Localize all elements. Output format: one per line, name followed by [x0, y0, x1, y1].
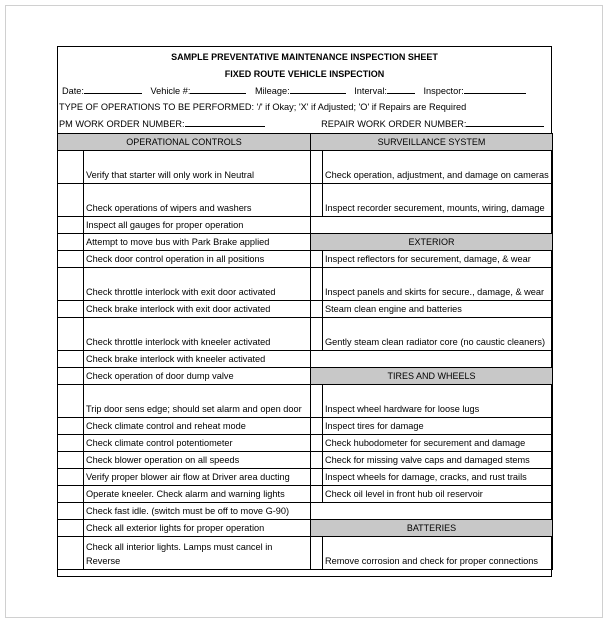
- left-item: Check climate control potentiometer: [84, 435, 311, 452]
- table-row: [58, 486, 553, 503]
- left-item: Verify that starter will only work in Neutral: [84, 151, 311, 184]
- right-item: Steam clean engine and batteries: [323, 301, 553, 318]
- check-box[interactable]: [311, 151, 323, 184]
- table-row: [58, 520, 553, 537]
- exterior-header: EXTERIOR: [311, 234, 553, 251]
- table-row: [58, 318, 553, 351]
- check-box[interactable]: [58, 368, 84, 385]
- left-item: Attempt to move bus with Park Brake applied: [84, 234, 311, 251]
- pm-work-order-field[interactable]: [185, 116, 265, 127]
- table-row: [58, 537, 553, 570]
- tires-and-wheels-header: TIRES AND WHEELS: [311, 368, 553, 385]
- interval-label: Interval:: [354, 86, 387, 96]
- check-box[interactable]: [58, 435, 84, 452]
- inspector-field[interactable]: [464, 83, 526, 94]
- table-row: [58, 351, 553, 368]
- empty-cell: [311, 503, 553, 520]
- left-item: Check door control operation in all positions: [84, 251, 311, 268]
- table-row: [58, 418, 553, 435]
- left-item: Check blower operation on all speeds: [84, 452, 311, 469]
- check-box[interactable]: [58, 151, 84, 184]
- sheet-subtitle: FIXED ROUTE VEHICLE INSPECTION: [224, 69, 385, 79]
- right-item: Inspect wheel hardware for loose lugs: [323, 385, 553, 418]
- check-box[interactable]: [58, 537, 84, 570]
- table-row: [58, 452, 553, 469]
- right-item: Inspect recorder securement, mounts, wiring, damage: [323, 184, 553, 217]
- repair-work-order-field[interactable]: [466, 116, 544, 127]
- check-box[interactable]: [58, 469, 84, 486]
- check-box[interactable]: [58, 503, 84, 520]
- operations-legend: TYPE OF OPERATIONS TO BE PERFORMED: '/' if Okay; 'X' if Adjusted; 'O' if Repairs are Required: [59, 102, 467, 112]
- left-item: Check operation of door dump valve: [84, 368, 311, 385]
- right-item: Inspect panels and skirts for secure., damage, & wear: [323, 268, 553, 301]
- check-box[interactable]: [311, 301, 323, 318]
- check-box[interactable]: [311, 418, 323, 435]
- check-box[interactable]: [58, 351, 84, 368]
- operational-controls-header: OPERATIONAL CONTROLS: [58, 134, 311, 151]
- repair-work-order-label: REPAIR WORK ORDER NUMBER:: [321, 119, 467, 129]
- check-box[interactable]: [58, 251, 84, 268]
- table-row: [58, 469, 553, 486]
- check-box[interactable]: [58, 301, 84, 318]
- empty-cell: [311, 217, 553, 234]
- left-item: Check all interior lights. Lamps must cancel in Reverse: [84, 537, 311, 570]
- check-box[interactable]: [58, 184, 84, 217]
- check-box[interactable]: [58, 268, 84, 301]
- check-box[interactable]: [58, 486, 84, 503]
- check-box[interactable]: [311, 268, 323, 301]
- inspection-sheet: [57, 46, 552, 577]
- mileage-label: Mileage:: [254, 86, 290, 96]
- left-item: Check all exterior lights for proper operation: [84, 520, 311, 537]
- check-box[interactable]: [58, 520, 84, 537]
- check-box[interactable]: [311, 318, 323, 351]
- table-row: [58, 301, 553, 318]
- right-item: Check for missing valve caps and damaged stems: [323, 452, 553, 469]
- right-item: Check oil level in front hub oil reservoir: [323, 486, 553, 503]
- mileage-field[interactable]: [290, 83, 346, 94]
- check-box[interactable]: [58, 418, 84, 435]
- left-item: Check brake interlock with exit door activated: [84, 301, 311, 318]
- table-row: [58, 268, 553, 301]
- surveillance-system-header: SURVEILLANCE SYSTEM: [311, 134, 553, 151]
- check-box[interactable]: [311, 435, 323, 452]
- left-item: Inspect all gauges for proper operation: [84, 217, 311, 234]
- check-box[interactable]: [58, 385, 84, 418]
- vehicle-label: Vehicle #:: [150, 86, 191, 96]
- right-item: Remove corrosion and check for proper connections: [323, 537, 553, 570]
- right-item: Check hubodometer for securement and damage: [323, 435, 553, 452]
- table-row: [58, 217, 553, 234]
- batteries-header: BATTERIES: [311, 520, 553, 537]
- left-item: Check throttle interlock with exit door activated: [84, 268, 311, 301]
- check-box[interactable]: [311, 486, 323, 503]
- empty-cell: [311, 351, 553, 368]
- left-item: Check brake interlock with kneeler activated: [84, 351, 311, 368]
- right-item: Check operation, adjustment, and damage on cameras: [323, 151, 553, 184]
- pm-work-order-label: PM WORK ORDER NUMBER:: [59, 119, 185, 129]
- left-item: Trip door sens edge; should set alarm and open door: [84, 385, 311, 418]
- vehicle-field[interactable]: [190, 83, 246, 94]
- check-box[interactable]: [58, 452, 84, 469]
- right-item: Inspect wheels for damage, cracks, and rust trails: [323, 469, 553, 486]
- check-box[interactable]: [58, 217, 84, 234]
- sheet-title: SAMPLE PREVENTATIVE MAINTENANCE INSPECTION SHEET: [171, 52, 438, 62]
- table-row: [58, 234, 553, 251]
- left-item: Check operations of wipers and washers: [84, 184, 311, 217]
- date-field[interactable]: [84, 83, 142, 94]
- check-box[interactable]: [311, 469, 323, 486]
- interval-field[interactable]: [387, 83, 415, 94]
- left-item: Operate kneeler. Check alarm and warning lights: [84, 486, 311, 503]
- inspection-table: [57, 133, 553, 570]
- right-item: Inspect reflectors for securement, damage, & wear: [323, 251, 553, 268]
- meta-row-3: [58, 116, 551, 133]
- inspector-label: Inspector:: [423, 86, 464, 96]
- check-box[interactable]: [311, 452, 323, 469]
- meta-row-1: [58, 83, 551, 100]
- check-box[interactable]: [311, 251, 323, 268]
- table-row: [58, 503, 553, 520]
- check-box[interactable]: [311, 537, 323, 570]
- check-box[interactable]: [58, 318, 84, 351]
- table-row: [58, 251, 553, 268]
- table-row: [58, 368, 553, 385]
- left-item: Check fast idle. (switch must be off to move G-90): [84, 503, 311, 520]
- table-row: [58, 435, 553, 452]
- check-box[interactable]: [311, 385, 323, 418]
- left-item: Check climate control and reheat mode: [84, 418, 311, 435]
- right-item: Gently steam clean radiator core (no caustic cleaners): [323, 318, 553, 351]
- check-box[interactable]: [58, 234, 84, 251]
- left-item: Verify proper blower air flow at Driver area ducting: [84, 469, 311, 486]
- right-item: Inspect tires for damage: [323, 418, 553, 435]
- table-row: [58, 184, 553, 217]
- date-label: Date:: [62, 86, 84, 96]
- table-row: [58, 134, 553, 151]
- table-row: [58, 385, 553, 418]
- check-box[interactable]: [311, 184, 323, 217]
- table-row: [58, 151, 553, 184]
- left-item: Check throttle interlock with kneeler activated: [84, 318, 311, 351]
